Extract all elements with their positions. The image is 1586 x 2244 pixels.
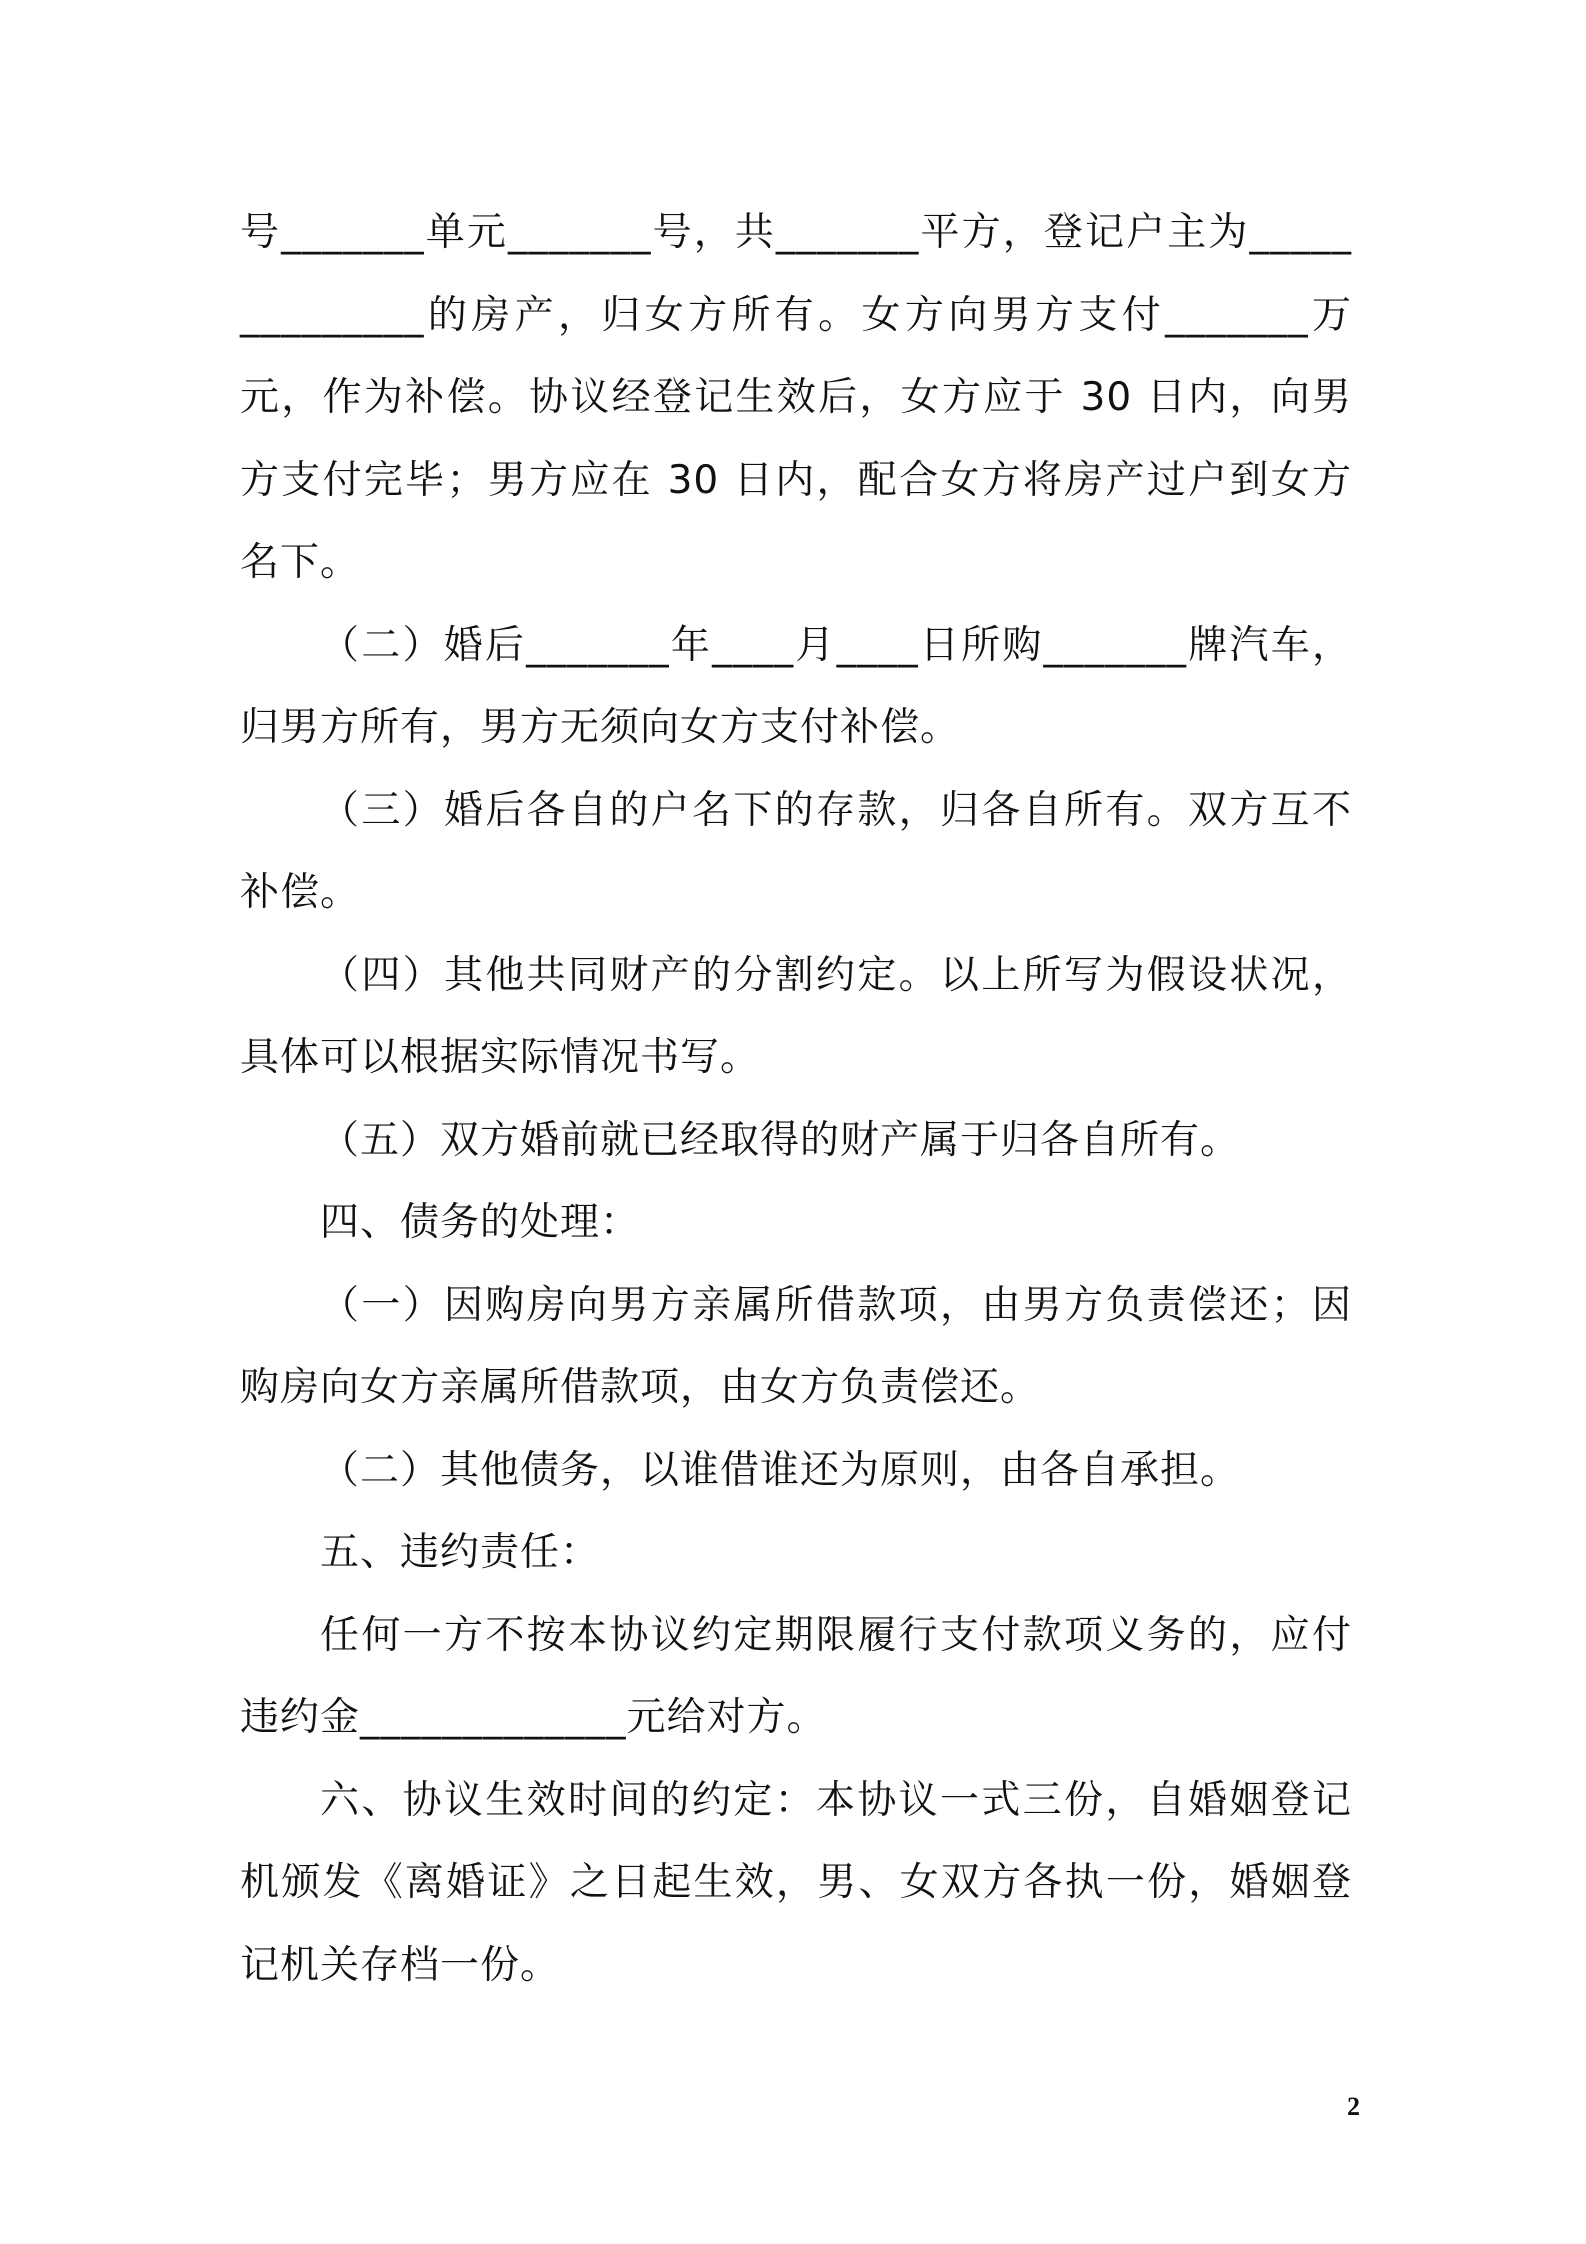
paragraph-debt-other: （二）其他债务，以谁借谁还为原则，由各自承担。 <box>320 1447 1241 1493</box>
section-heading-breach: 五、违约责任： <box>320 1530 601 1575</box>
paragraph-debt-house: （一）因购房向男方亲属所借款项，由男方负责偿还；因购房向女方亲属所借款项，由女方负责偿还。 <box>240 1282 1352 1410</box>
paragraph-property-premarital: （五）双方婚前就已经取得的财产属于归各自所有。 <box>320 1117 1241 1163</box>
paragraph-breach-penalty: 任何一方不按本协议约定期限履行支付款项义务的，应付违约金_____________元给对方。 <box>240 1612 1352 1740</box>
paragraph-effective-date: 六、协议生效时间的约定：本协议一式三份，自婚姻登记机颁发《离婚证》之日起生效，男、女双方各执一份，婚姻登记机关存档一份。 <box>240 1777 1352 1988</box>
paragraph-property-house: 号_______单元_______号，共_______平方，登记户主为______________的房产，归女方所有。女方向男方支付_______万元，作为补偿。协议经登记生效后，女方应于 30 日内，向男方支付完毕；男方应在 30 日内，配合女方将房产过户到女方名下。 <box>240 210 1352 585</box>
document-body <box>240 192 1352 2007</box>
section-heading-debts: 四、债务的处理： <box>320 1200 641 1245</box>
paragraph-property-other: （四）其他共同财产的分割约定。以上所写为假设状况，具体可以根据实际情况书写。 <box>240 952 1352 1080</box>
paragraph-property-car: （二）婚后_______年____月____日所购_______牌汽车，归男方所有，男方无须向女方支付补偿。 <box>240 622 1352 750</box>
page-number: 2 <box>1347 2092 1360 2121</box>
paragraph-property-deposits: （三）婚后各自的户名下的存款，归各自所有。双方互不补偿。 <box>240 787 1352 915</box>
